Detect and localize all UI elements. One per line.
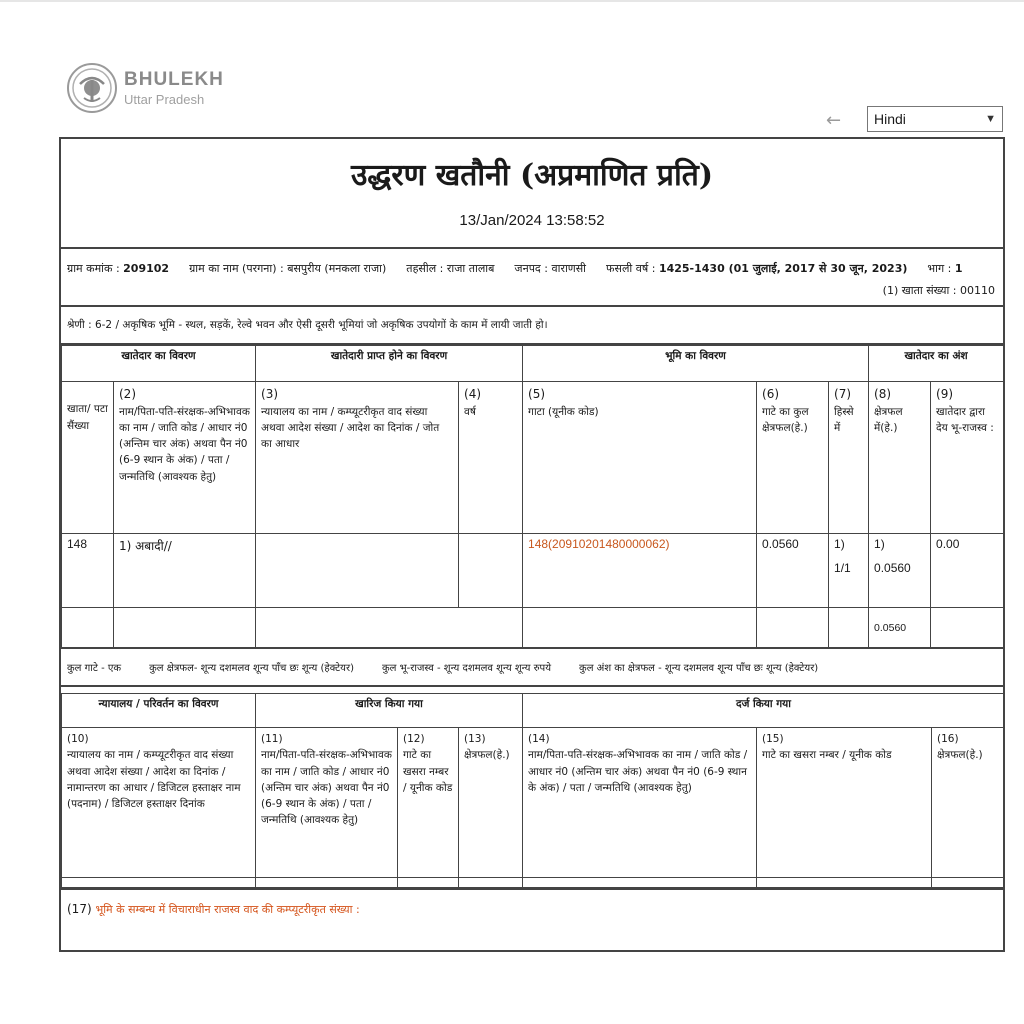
category-note: श्रेणी : 6-2 / अकृषिक भूमि - स्थल, सड़कें, रेल्वे भवन और ऐसी दूसरी भूमियां जो अकृषिक उपयोगों के काम में लायी जाती हो। (61, 307, 1003, 345)
col-10-label: न्यायालय का नाम / कम्प्यूटरीकृत वाद संख्या अथवा आदेश संख्या / आदेश का दिनांक / नामान्तरण का आधार / डिजिटल हस्ताक्षर नाम (पदनाम) / डिजिटल हस्ताक्षर दिनांक (67, 749, 241, 811)
col-4-label: वर्ष (464, 405, 476, 418)
col-7-num: (7) (834, 387, 852, 401)
share-line-2: 1/1 (834, 561, 851, 575)
col-3-num: (3) (261, 387, 279, 401)
document-title: उद्धरण खतौनी (अप्रमाणित प्रति) (350, 158, 714, 193)
col-13-num: (13) (464, 733, 486, 745)
col-16 (932, 728, 1005, 878)
brand-name: BHULEKH (124, 69, 224, 90)
col-3 (256, 382, 459, 534)
gata-link[interactable]: 148(20910201480000062) (528, 537, 670, 551)
section-entered: दर्ज किया गया (523, 694, 1005, 728)
khata-no-cell: 148 (62, 534, 114, 608)
col-9-num: (9) (936, 387, 954, 401)
col-12-num: (12) (403, 733, 425, 745)
footer-num: (17) (67, 902, 92, 916)
share-line-1: 1) (834, 537, 845, 551)
top-divider (0, 0, 1024, 2)
sum-area-cell: 0.0560 (869, 608, 931, 648)
col-11-num: (11) (261, 733, 283, 745)
col-8-num: (8) (874, 387, 892, 401)
col-14-num: (14) (528, 733, 550, 745)
col-10-num: (10) (67, 733, 89, 745)
col-8 (869, 382, 931, 534)
footer-text: भूमि के सम्बन्ध में विचाराधीन राजस्व वाद की कम्प्यूटरीकृत संख्या : (95, 903, 360, 916)
section-court: न्यायालय / परिवर्तन का विवरण (62, 694, 256, 728)
document-header (61, 139, 1003, 249)
footer-note (61, 888, 1003, 926)
area-cell (869, 534, 931, 608)
section-holder: खातेदार का विवरण (62, 346, 256, 382)
col-16-label: क्षेत्रफल(हे.) (937, 749, 983, 762)
tehsil: तहसील : राजा तालाब (406, 262, 495, 275)
total-revenue: कुल भू-राजस्व - शून्य दशमलव शून्य शून्य रुपये (381, 663, 552, 674)
part-label: भाग : (927, 262, 952, 275)
col-13 (459, 728, 523, 878)
col-15-label: गाटे का खसरा नम्बर / यूनीक कोड (762, 749, 892, 762)
holding-table (61, 345, 1004, 648)
section-land: भूमि का विवरण (523, 346, 869, 382)
col-2-num: (2) (119, 387, 136, 401)
col-5 (523, 382, 757, 534)
village-code-value: 209102 (123, 262, 170, 275)
col-14-label: नाम/पिता-पति-संरक्षक-अभिभावक का नाम / जाति कोड / आधार नं0 (अन्तिम चार अंक) अथवा पैन नं0 (6-9 स्थान के अंक) / पता / जन्मतिथि (आवश्यक हेतु) (528, 749, 748, 794)
section-acquire: खातेदारी प्राप्त होने का विवरण (256, 346, 523, 382)
section-share: खातेदार का अंश (869, 346, 1004, 382)
col-5-label: गाटा (यूनीक कोड) (528, 405, 599, 418)
col-6 (757, 382, 829, 534)
part (927, 261, 962, 276)
brand-state: Uttar Pradesh (124, 92, 205, 107)
col-1 (62, 382, 114, 534)
table-row (62, 534, 1004, 608)
total-area: कुल क्षेत्रफल- शून्य दशमलव शून्य पाँच छः शून्य (हेक्टेयर) (149, 663, 354, 674)
holder-name-cell: 1) अबादी// (114, 534, 256, 608)
col-14 (523, 728, 757, 878)
area-line-1: 1) (874, 537, 885, 551)
col-13-label: क्षेत्रफल(हे.) (464, 749, 510, 762)
column-header-row (62, 382, 1004, 534)
col-2 (114, 382, 256, 534)
col-11-label: नाम/पिता-पति-संरक्षक-अभिभावक का नाम / जाति कोड / आधार नं0 (अन्तिम चार अंक) अथवा पैन नं0 (6-9 स्थान के अंक) / पता / जन्मतिथि (आवश्यक हेतु) (261, 749, 392, 827)
total-area-cell: 0.0560 (757, 534, 829, 608)
fasli-year (606, 261, 907, 276)
col-16-num: (16) (937, 733, 959, 745)
col-10 (62, 728, 256, 878)
section-removed: खारिज किया गया (256, 694, 523, 728)
col-6-label: गाटे का कुल क्षेत्रफल(हे.) (762, 405, 809, 434)
col-1-label: खाता/ पटा सैंख्या (67, 403, 108, 432)
total-gata: कुल गाटे - एक (67, 663, 122, 674)
khata-number: (1) खाता संख्या : 00110 (882, 284, 995, 297)
acquire-cell (256, 534, 459, 608)
col-12 (398, 728, 459, 878)
language-select[interactable] (867, 106, 1003, 132)
col-11 (256, 728, 398, 878)
col-4 (459, 382, 523, 534)
col-8-label: क्षेत्रफल में(हे.) (874, 405, 903, 434)
chevron-down-icon: ▼ (985, 113, 996, 125)
col-4-num: (4) (464, 387, 482, 401)
district: जनपद : वाराणसी (514, 262, 587, 275)
part-value: 1 (954, 262, 963, 275)
document-datetime: 13/Jan/2024 13:58:52 (459, 212, 605, 229)
village-code (67, 261, 169, 276)
col-3-label: न्यायालय का नाम / कम्प्यूटरीकृत वाद संख्या अथवा आदेश संख्या / आदेश का दिनांक / जोत का आधार (261, 405, 440, 451)
area-line-2: 0.0560 (874, 561, 911, 575)
share-cell (829, 534, 869, 608)
village-name: ग्राम का नाम (परगना) : बसपुरीय (मनकला राजा) (189, 262, 387, 275)
back-arrow-icon[interactable]: ← (826, 110, 842, 131)
totals-row (61, 648, 1003, 687)
document-meta (61, 249, 1003, 307)
col-5-num: (5) (528, 387, 546, 401)
total-share-area: कुल अंश का क्षेत्रफल - शून्य दशमलव शून्य पाँच छः शून्य (हेक्टेयर) (579, 663, 819, 674)
col-15-num: (15) (762, 733, 784, 745)
col-7 (829, 382, 869, 534)
col-12-label: गाटे का खसरा नम्बर / यूनीक कोड (403, 749, 453, 794)
gata-cell (523, 534, 757, 608)
col-7-label: हिस्से में (834, 405, 854, 434)
col-9-label: खातेदार द्वारा देय भू-राजस्व : (936, 405, 994, 434)
col-2-label: नाम/पिता-पति-संरक्षक-अभिभावक का नाम / जाति कोड / आधार नं0 (अन्तिम चार अंक) अथवा पैन नं0 (6-9 स्थान के अंक) / पता / जन्मतिथि (आवश्यक हेतु) (119, 405, 250, 483)
column2-header-row (62, 728, 1005, 878)
year-cell (459, 534, 523, 608)
empty-row (62, 878, 1005, 888)
sum-row (62, 608, 1004, 648)
up-govt-emblem-icon (66, 62, 118, 114)
revenue-cell: 0.00 (931, 534, 1004, 608)
khatauni-document (59, 137, 1005, 952)
bhulekh-logo[interactable] (66, 62, 224, 114)
fasli-label: फसली वर्ष : (606, 262, 656, 275)
col-15 (757, 728, 932, 878)
language-selected: Hindi (874, 111, 906, 127)
section-header-row (62, 346, 1004, 382)
fasli-value: 1425-1430 (01 जुलाई, 2017 से 30 जून, 2023) (658, 262, 908, 275)
section2-header-row (62, 694, 1005, 728)
mutation-table (61, 693, 1005, 888)
col-6-num: (6) (762, 387, 780, 401)
col-9 (931, 382, 1004, 534)
village-code-label: ग्राम कमांक : (67, 262, 120, 275)
